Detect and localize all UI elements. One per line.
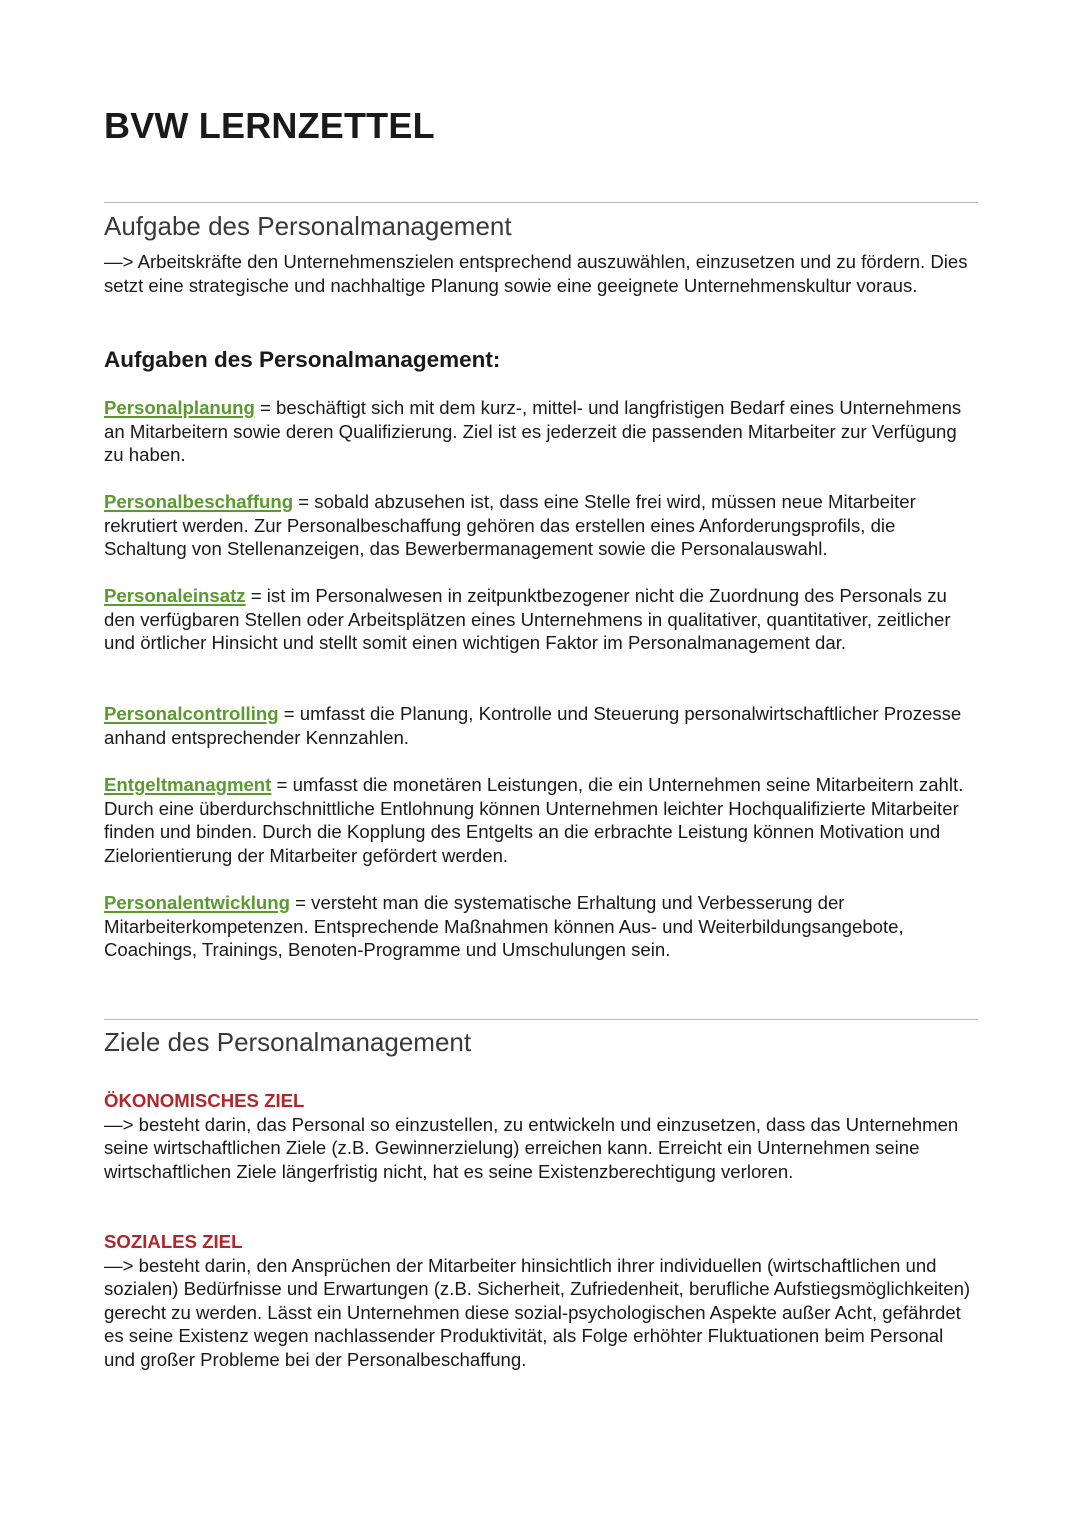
definition-term: Personalcontrolling bbox=[104, 703, 279, 724]
goal-item bbox=[104, 1230, 978, 1371]
goal-label: SOZIALES ZIEL bbox=[104, 1231, 243, 1252]
definition-term: Entgeltmanagment bbox=[104, 774, 272, 795]
definition-term: Personalbeschaffung bbox=[104, 491, 294, 512]
definition-term: Personalentwicklung bbox=[104, 892, 290, 913]
definition-term: Personalplanung bbox=[104, 397, 255, 418]
section-heading-ziele: Ziele des Personalmanagement bbox=[104, 1027, 472, 1057]
definition-item bbox=[104, 396, 978, 467]
definition-text: = versteht man die systematische Erhaltung und Verbesserung der Mitarbeiterkompetenzen. Entsprechende Maßnahmen können Aus- und Weiterbildungsangebote, Coachings, Trainings, Benoten-Programme und Umschulungen sein. bbox=[104, 892, 904, 960]
definition-text: = beschäftigt sich mit dem kurz-, mittel- und langfristigen Bedarf eines Unternehmens an Mitarbeitern sowie deren Qualifizierung. Ziel ist es jederzeit die passenden Mitarbeiter zur Verfügung zu haben. bbox=[104, 397, 962, 465]
document-title: BVW LERNZETTEL bbox=[104, 105, 435, 146]
definition-item bbox=[104, 490, 978, 561]
goal-text: —> besteht darin, das Personal so einzustellen, zu entwickeln und einzusetzen, dass das Unternehmen seine wirtschaftlichen Ziele (z.B. Gewinnerzielung) erreichen kann. Erreicht ein Unternehmen seine wirtschaftlichen Ziele längerfristig nicht, hat es seine Existenzberechtigung verloren. bbox=[104, 1113, 959, 1182]
definition-text: = ist im Personalwesen in zeitpunktbezogener nicht die Zuordnung des Personals zu den verfügbaren Stellen oder Arbeitsplätzen eines Unternehmens in qualitativer, quantitativer, zeitlicher und örtlicher Hinsicht und stellt somit einen wichtigen Faktor im Personalmanagement dar. bbox=[104, 585, 951, 653]
subheading-aufgaben: Aufgaben des Personalmanagement: bbox=[104, 347, 501, 372]
goal-label: ÖKONOMISCHES ZIEL bbox=[104, 1090, 305, 1111]
definition-text: = umfasst die monetären Leistungen, die ein Unternehmen seine Mitarbeitern zahlt. Durch eine überdurchschnittliche Entlohnung können Unternehmen leichter Hochqualifizierte Mitarbeiter finden und binden. Durch die Kopplung des Entgelts an die erbrachte Leistung können Motivation und Zielorientierung der Mitarbeiter gefördert werden. bbox=[104, 774, 964, 866]
goal-item bbox=[104, 1089, 978, 1183]
goal-text: —> besteht darin, den Ansprüchen der Mitarbeiter hinsichtlich ihrer individuellen (wirtschaftlichen und sozialen) Bedürfnisse und Erwartungen (z.B. Sicherheit, Zufriedenheit, berufliche Aufstiegsmöglichkeiten) gerecht zu werden. Lässt ein Unternehmen diese sozial-psychologischen Aspekte außer Acht, gefährdet es seine Existenz wegen nachlassender Produktivität, als Folge erhöhter Fluktuationen beim Personal und großer Probleme bei der Personalbeschaffung. bbox=[104, 1254, 971, 1370]
definition-text: = umfasst die Planung, Kontrolle und Steuerung personalwirtschaftlicher Prozesse anhand entsprechender Kennzahlen. bbox=[104, 703, 962, 748]
definition-item bbox=[104, 891, 978, 962]
definition-text: = sobald abzusehen ist, dass eine Stelle frei wird, müssen neue Mitarbeiter rekrutiert werden. Zur Personalbeschaffung gehören das erstellen eines Anforderungsprofils, die Schaltung von Stellenanzeigen, das Bewerbermanagement sowie die Personalauswahl. bbox=[104, 491, 916, 559]
definition-item bbox=[104, 702, 978, 749]
section-heading-aufgabe: Aufgabe des Personalmanagement bbox=[104, 211, 512, 241]
section-divider bbox=[104, 202, 978, 203]
section-divider bbox=[104, 1019, 978, 1020]
definition-item bbox=[104, 584, 978, 655]
section-body-aufgabe: —> Arbeitskräfte den Unternehmenszielen entsprechend auszuwählen, einzusetzen und zu fördern. Dies setzt eine strategische und nachhaltige Planung sowie eine geeignete Unternehmenskultur voraus. bbox=[104, 251, 968, 296]
definition-item bbox=[104, 773, 978, 867]
definition-term: Personaleinsatz bbox=[104, 585, 246, 606]
